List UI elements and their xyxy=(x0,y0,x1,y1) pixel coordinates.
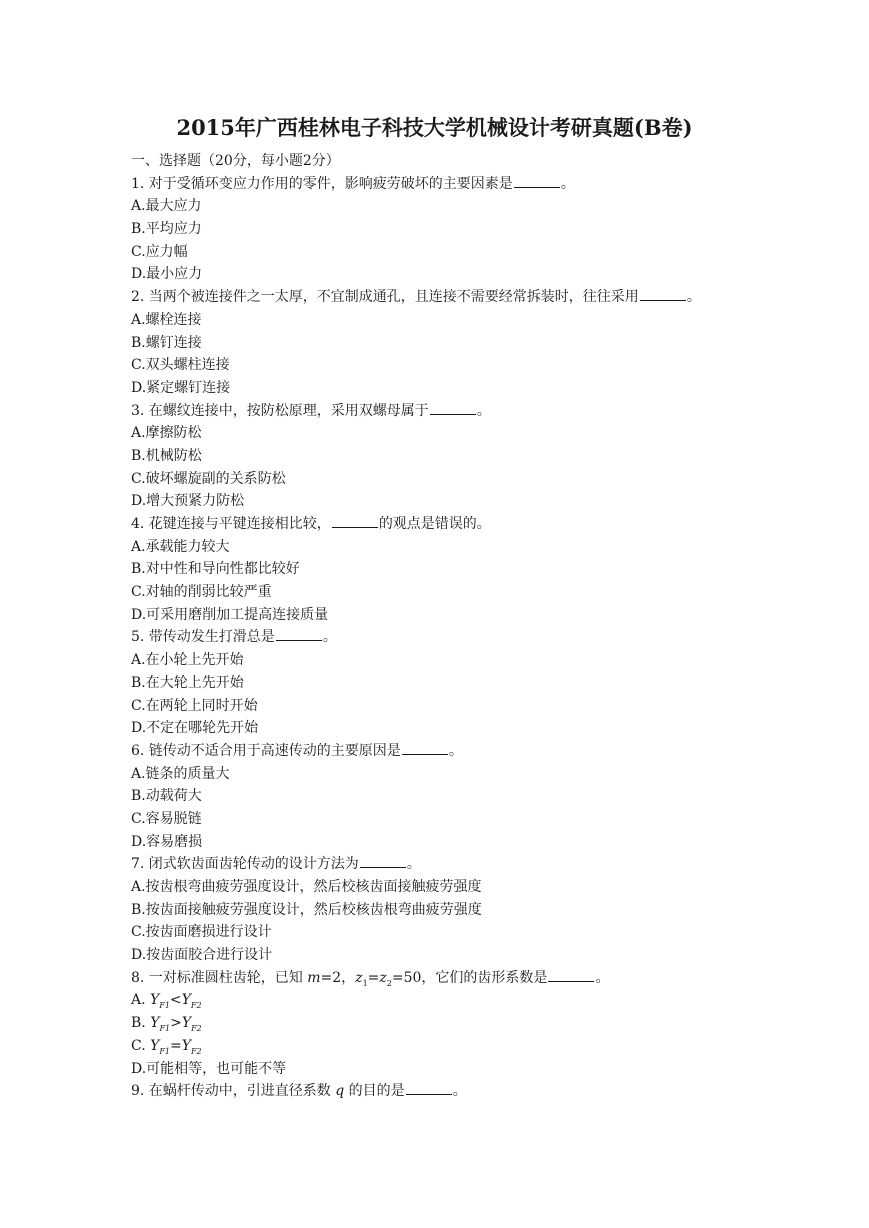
option-d: D.可能相等，也可能不等 xyxy=(131,1060,287,1077)
stem-text: 7. 闭式软齿面齿轮传动的设计方法为 xyxy=(131,856,359,873)
stem-text: 9. 在蜗杆传动中，引进直径系数 xyxy=(131,1083,336,1100)
option-d: D.按齿面胶合进行设计 xyxy=(131,947,273,964)
stem-text: 1. 对于受循环变应力作用的零件，影响疲劳破坏的主要因素是 xyxy=(131,175,513,192)
stem-text: 2. 当两个被连接件之一太厚，不宜制成通孔，且连接不需要经常拆装时，往往采用 xyxy=(131,289,639,306)
symbol-z: z xyxy=(379,969,387,986)
section-heading: 一、选择题（20分，每小题2分） xyxy=(131,153,340,169)
stem-text: 6. 链传动不适合用于高速传动的主要原因是 xyxy=(131,742,401,759)
stem-text: 。 xyxy=(448,742,463,759)
answer-blank xyxy=(514,173,560,188)
symbol-m: m xyxy=(307,969,321,986)
answer-blank xyxy=(406,1080,452,1095)
stem-text: =2， xyxy=(320,969,356,986)
option-b xyxy=(131,1012,851,1035)
option-c: C.在两轮上同时开始 xyxy=(131,697,258,714)
answer-blank xyxy=(430,400,476,415)
stem-text: 。 xyxy=(322,629,337,646)
option-a xyxy=(131,989,851,1012)
option-b: B.动载荷大 xyxy=(131,788,202,805)
option-c: C.应力幅 xyxy=(131,243,188,260)
question-stem xyxy=(131,513,851,536)
option-a: A.摩擦防松 xyxy=(131,425,202,442)
answer-blank xyxy=(548,967,594,982)
subscript: 1 xyxy=(362,978,368,988)
option-prefix: B. xyxy=(131,1015,151,1032)
option-d: D.可采用磨削加工提高连接质量 xyxy=(131,606,329,623)
stem-text: 。 xyxy=(406,856,421,873)
symbol-y: Y xyxy=(181,1037,191,1054)
option-a: A.在小轮上先开始 xyxy=(131,652,244,669)
option-a: A.最大应力 xyxy=(131,198,202,215)
stem-text: =50，它们的齿形系数是 xyxy=(391,969,548,986)
option-a: A.按齿根弯曲疲劳强度设计，然后校核齿面接触疲劳强度 xyxy=(131,879,482,895)
less-than-sign: < xyxy=(169,992,182,1009)
stem-text: 。 xyxy=(452,1083,467,1100)
stem-text: 4. 花键连接与平键连接相比较， xyxy=(131,516,331,532)
answer-blank xyxy=(360,853,406,868)
symbol-y: Y xyxy=(181,992,191,1009)
subscript: F1 xyxy=(159,1001,170,1011)
question-stem xyxy=(131,400,851,423)
answer-blank xyxy=(640,286,686,301)
stem-text: 。 xyxy=(595,969,610,986)
option-prefix: A. xyxy=(131,992,151,1009)
stem-text: 3. 在螺纹连接中，按防松原理，采用双螺母属于 xyxy=(131,402,429,419)
option-d: D.增大预紧力防松 xyxy=(131,493,245,510)
option-b: B.机械防松 xyxy=(131,447,202,464)
subscript: F1 xyxy=(159,1046,171,1056)
subscript: F2 xyxy=(190,1001,202,1011)
question-stem xyxy=(131,286,851,309)
equals-sign: = xyxy=(367,969,380,986)
question-list xyxy=(131,150,851,1103)
stem-text: 。 xyxy=(476,402,491,419)
question-stem xyxy=(131,740,851,763)
answer-blank xyxy=(402,740,448,755)
option-b: B.对中性和导向性都比较好 xyxy=(131,561,300,578)
option-a: A.链条的质量大 xyxy=(131,765,230,782)
symbol-z: z xyxy=(355,969,363,986)
option-c: C.按齿面磨损进行设计 xyxy=(131,924,272,941)
stem-text: 。 xyxy=(686,289,701,306)
symbol-q: q xyxy=(335,1083,345,1100)
stem-text: 。 xyxy=(560,175,575,192)
option-c: C.双头螺柱连接 xyxy=(131,357,230,374)
question-stem xyxy=(131,1080,851,1103)
stem-text: 5. 带传动发生打滑总是 xyxy=(131,629,275,646)
option-d: D.容易磨损 xyxy=(131,833,203,850)
symbol-y: Y xyxy=(150,1037,160,1054)
equals-sign: = xyxy=(170,1037,182,1054)
option-b: B.螺钉连接 xyxy=(131,334,202,351)
greater-than-sign: > xyxy=(170,1015,182,1032)
option-c xyxy=(131,1035,851,1058)
symbol-y: Y xyxy=(150,1015,160,1032)
stem-text: 的目的是 xyxy=(344,1083,405,1100)
symbol-y: Y xyxy=(150,992,160,1009)
option-d: D.最小应力 xyxy=(131,266,203,283)
option-b: B.按齿面接触疲劳强度设计，然后校核齿根弯曲疲劳强度 xyxy=(131,901,482,918)
answer-blank xyxy=(332,513,378,528)
page-title: 2015年广西桂林电子科技大学机械设计考研真题(B卷) xyxy=(176,115,693,140)
subscript: F1 xyxy=(159,1023,171,1033)
subscript: F2 xyxy=(191,1023,202,1033)
stem-text: 8. 一对标准圆柱齿轮，已知 xyxy=(131,969,308,986)
option-b: B.在大轮上先开始 xyxy=(131,674,244,691)
subscript: F2 xyxy=(191,1046,202,1056)
option-a: A.承载能力较大 xyxy=(131,538,230,555)
option-b: B.平均应力 xyxy=(131,221,202,238)
option-prefix: C. xyxy=(131,1037,151,1054)
question-stem xyxy=(131,853,851,876)
symbol-y: Y xyxy=(181,1015,192,1032)
option-d: D.紧定螺钉连接 xyxy=(131,379,231,396)
stem-text: 的观点是错误的。 xyxy=(378,516,491,532)
option-c: C.破坏螺旋副的关系防松 xyxy=(131,470,286,487)
option-c: C.容易脱链 xyxy=(131,810,202,827)
question-stem xyxy=(131,967,851,990)
question-stem xyxy=(131,626,851,649)
answer-blank xyxy=(276,626,322,641)
option-c: C.对轴的削弱比较严重 xyxy=(131,584,272,601)
question-stem xyxy=(131,173,851,196)
option-d: D.不定在哪轮先开始 xyxy=(131,720,259,737)
option-a: A.螺栓连接 xyxy=(131,311,202,328)
subscript: 2 xyxy=(386,978,392,988)
